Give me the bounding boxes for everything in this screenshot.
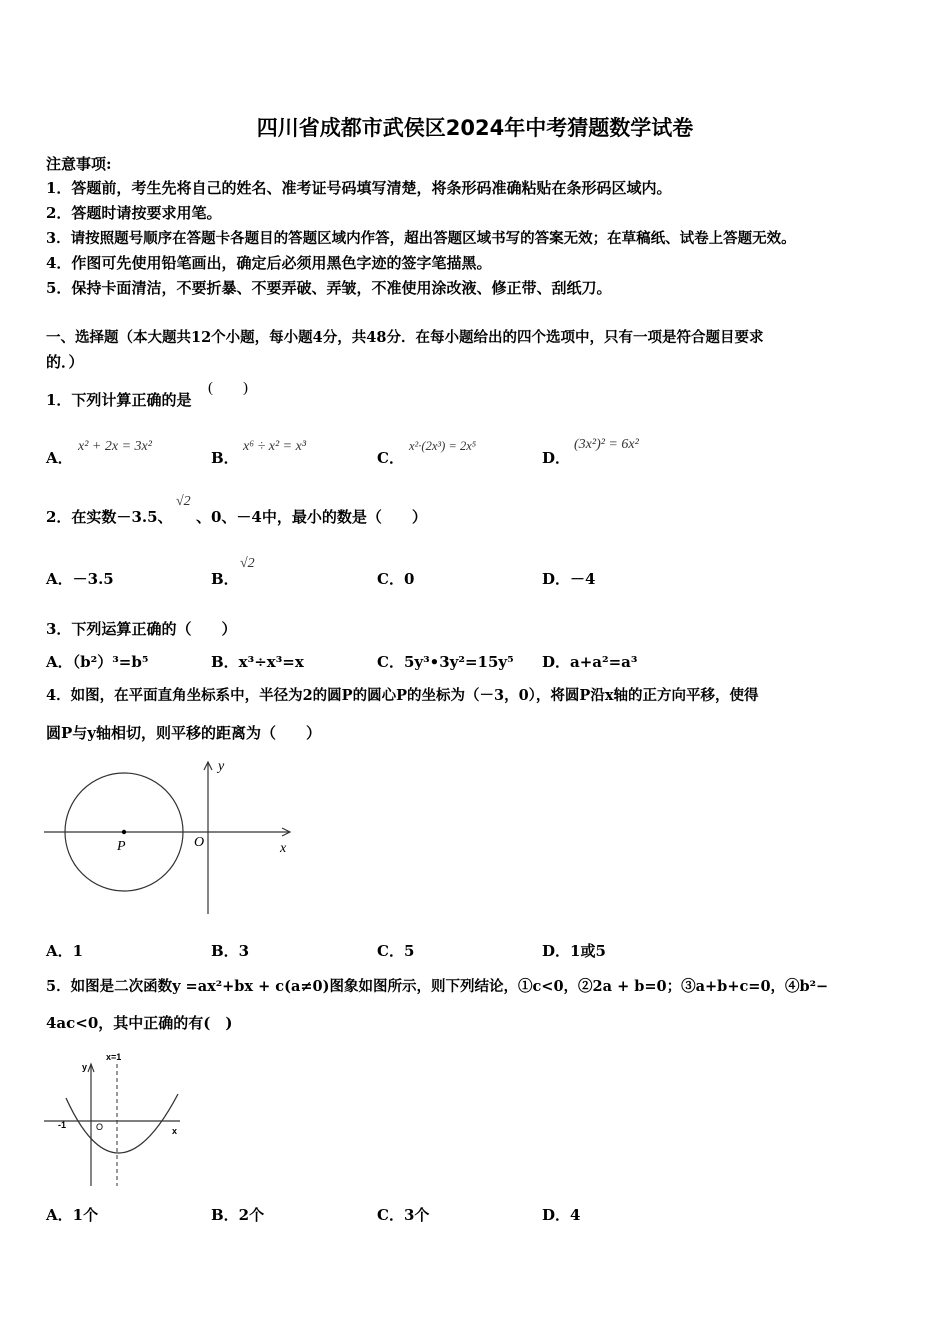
q4-stem-line2: 圆P与y轴相切，则平移的距离为（ ） (46, 724, 321, 742)
q5-option-b: B．2个 (211, 1206, 265, 1224)
q2-stem-start: 2．在实数－3.5、 (46, 508, 173, 526)
q5-stem-line1: 5．如图是二次函数y =ax²+bx + c(a≠0)图象如图所示，则下列结论，①c<0，②2a + b=0；③a+b+c=0，④b²− (46, 978, 829, 995)
page-title: 四川省成都市武侯区2024年中考猜题数学试卷 (256, 116, 694, 140)
q2-option-c: C．0 (377, 570, 415, 588)
notice-item: 5．保持卡面清洁，不要折暴、不要弄破、弄皱，不准使用涂改液、修正带、刮纸刀。 (46, 279, 612, 297)
q1-option-b-label: B． (211, 449, 239, 467)
q5-label-y: y (82, 1062, 88, 1072)
q1-option-c-label: C． (377, 449, 404, 467)
q2-option-a: A．－3.5 (46, 570, 114, 588)
q2-option-d: D．－4 (542, 570, 596, 588)
q4-label-o: O (194, 835, 205, 850)
q5-option-d: D．4 (542, 1206, 581, 1224)
q1-option-c-formula: x²·(2x³) = 2x⁵ (409, 439, 477, 453)
section-heading-line2: 的．） (46, 353, 84, 371)
q5-label-x: x (172, 1126, 178, 1136)
q2-option-b-sqrt2: √2 (240, 556, 255, 571)
q3-stem: 3．下列运算正确的（ ） (46, 620, 237, 638)
q1-stem: 1．下列计算正确的是 (46, 391, 192, 409)
q3-option-d: D．a+a²=a³ (542, 653, 638, 671)
q4-stem-line1: 4．如图，在平面直角坐标系中，半径为2的圆P的圆心P的坐标为（－3，0），将圆P沿x轴的正方向平移，使得 (46, 687, 759, 704)
q2-sqrt2: √2 (176, 494, 191, 509)
q5-label-o: O (96, 1122, 104, 1132)
section-heading-line1: 一、选择题（本大题共12个小题，每小题4分，共48分．在每小题给出的四个选项中，只有一项是符合题目要求 (46, 329, 764, 346)
q1-option-b-formula: x⁶ ÷ x² = x³ (243, 439, 307, 454)
q1-option-d-formula: (3x²)² = 6x² (574, 437, 639, 452)
q5-option-c: C．3个 (377, 1206, 430, 1224)
q5-label-symmetry: x=1 (106, 1052, 122, 1062)
notice-item: 3．请按照题号顺序在答题卡各题目的答题区域内作答，超出答题区域书写的答案无效；在草稿纸、试卷上答题无效。 (46, 230, 796, 247)
q1-option-a-label: A． (46, 449, 73, 467)
q5-stem-line2: 4ac<0，其中正确的有( ) (46, 1014, 233, 1032)
notice-item: 1．答题前，考生先将自己的姓名、准考证号码填写清楚，将条形码准确粘贴在条形码区域内。 (46, 179, 672, 197)
q3-option-b: B．x³÷x³=x (211, 653, 304, 671)
q4-label-y: y (218, 759, 225, 774)
q4-circle-figure (44, 758, 296, 918)
q5-option-a: A．1个 (46, 1206, 99, 1224)
q5-parabola-curve (66, 1094, 178, 1153)
notice-item: 4．作图可先使用铅笔画出，确定后必须用黑色字迹的签字笔描黑。 (46, 254, 492, 272)
q4-label-p: P (117, 839, 126, 854)
q4-option-c: C．5 (377, 942, 415, 960)
q3-option-c: C．5y³•3y²=15y⁵ (377, 653, 514, 671)
q1-paren: ( ) (208, 380, 248, 396)
notice-heading: 注意事项: (46, 155, 112, 173)
q2-stem-end: 、0、－4中，最小的数是（ ） (196, 508, 427, 526)
q1-option-d-label: D． (542, 449, 571, 467)
q4-option-b: B．3 (211, 942, 250, 960)
q4-option-d: D．1或5 (542, 942, 606, 960)
q4-option-a: A．1 (46, 942, 84, 960)
q3-option-a: A．（b²）³=b⁵ (46, 653, 149, 671)
q5-label-neg1: -1 (58, 1120, 67, 1130)
q4-label-x: x (280, 841, 287, 856)
q4-center-dot (122, 830, 126, 834)
q5-parabola-figure (44, 1050, 194, 1190)
q1-option-a-formula: x² + 2x = 3x² (78, 439, 152, 454)
q2-option-b: B． (211, 570, 239, 588)
notice-item: 2．答题时请按要求用笔。 (46, 204, 222, 222)
